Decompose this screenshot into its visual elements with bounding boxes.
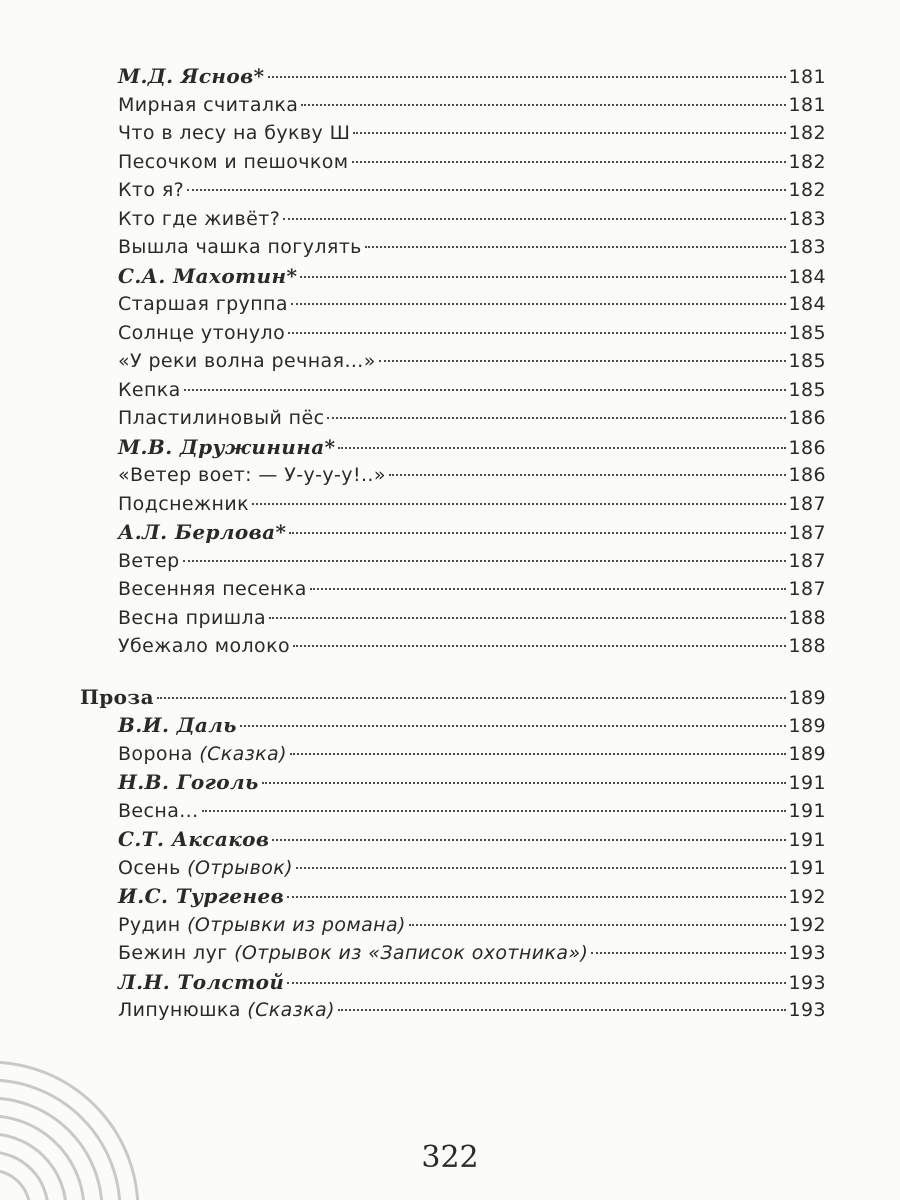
dot-leader: [591, 952, 785, 954]
toc-entry-row: [118, 119, 826, 148]
toc-entry-row: [118, 148, 826, 177]
dot-leader: [310, 588, 786, 590]
dot-leader: [293, 645, 786, 647]
dot-leader: [365, 246, 786, 248]
toc-entry-note: (Отрывок): [187, 856, 293, 879]
toc-entry-row: [118, 797, 826, 826]
toc-page-number: 191: [788, 856, 826, 879]
dot-leader: [262, 782, 786, 784]
toc-entry-title-text: Рудин: [118, 913, 181, 936]
toc-page-number: 181: [788, 66, 826, 88]
toc-entry-title-text: Ветер: [118, 549, 180, 572]
toc-entry-title: [118, 882, 284, 911]
dot-leader: [283, 218, 785, 220]
toc-entry-title: [118, 62, 265, 91]
toc-page-number: 185: [788, 321, 826, 344]
toc-entry-row: [118, 290, 826, 319]
toc-entry-title: [118, 854, 293, 883]
toc-page-number: 182: [788, 122, 826, 144]
toc-page-number: 181: [788, 93, 826, 116]
table-of-contents: [80, 62, 826, 1025]
toc-entry-row: [118, 575, 826, 604]
toc-entry-note: (Отрывок из «Записок охотника»): [234, 942, 589, 964]
dot-leader: [291, 303, 786, 305]
toc-entry-title-text: «Ветер воет: — У-у-у-у!..»: [118, 464, 386, 486]
toc-page-number: 191: [788, 829, 826, 851]
toc-entry-title: [118, 148, 349, 177]
toc-entry-note: (Сказка): [247, 999, 335, 1021]
toc-page-number: 184: [788, 293, 826, 315]
toc-page-number: 184: [788, 265, 826, 288]
toc-entry-title-text: Проза: [80, 684, 154, 709]
toc-entry-title: [118, 205, 280, 234]
toc-entry-title-text: Кепка: [118, 378, 181, 401]
toc-page-number: 193: [788, 971, 826, 994]
toc-page-number: 183: [788, 207, 826, 230]
toc-entry-title: [118, 711, 237, 740]
toc-entry-title-text: С.А. Махотин*: [118, 263, 298, 288]
dot-leader: [183, 560, 786, 562]
toc-author-row: [118, 433, 826, 462]
toc-entry-title-text: Липунюшка: [118, 999, 241, 1021]
toc-entry-title-text: Весна...: [118, 799, 199, 822]
toc-entry-title-text: Бежин луг: [118, 942, 228, 964]
toc-entry-row: [118, 319, 826, 348]
toc-author-row: [118, 518, 826, 547]
toc-entry-title-text: «У реки волна речная…»: [118, 350, 376, 372]
toc-entry-title: [118, 233, 362, 262]
toc-page-number: 183: [788, 236, 826, 258]
toc-page-number: 189: [788, 715, 826, 737]
toc-section-row: [80, 683, 826, 712]
toc-entry-row: [118, 490, 826, 519]
toc-author-row: [118, 882, 826, 911]
toc-entry-title: [118, 996, 335, 1025]
toc-entry-row: [118, 347, 826, 376]
dot-leader: [301, 104, 785, 106]
toc-entry-title: [118, 91, 298, 120]
toc-page-number: 193: [788, 942, 826, 964]
toc-page-number: 192: [788, 913, 826, 936]
dot-leader: [379, 360, 786, 362]
dot-leader: [352, 161, 786, 163]
dot-leader: [202, 810, 786, 812]
page-number: 322: [421, 1140, 479, 1175]
dot-leader: [187, 189, 785, 191]
toc-page-number: 189: [788, 742, 826, 765]
dot-leader: [296, 867, 786, 869]
toc-entry-title-text: Солнце утонуло: [118, 321, 286, 344]
toc-page-number: 187: [788, 578, 826, 600]
toc-author-row: [118, 262, 826, 291]
dot-leader: [338, 447, 785, 449]
toc-entry-title: [80, 683, 154, 712]
toc-entry-title: [118, 939, 588, 968]
toc-entry-row: [118, 740, 826, 769]
toc-page-number: 192: [788, 886, 826, 908]
toc-entry-row: [118, 939, 826, 968]
toc-entry-title: [118, 433, 335, 462]
toc-entry-title-text: Старшая группа: [118, 293, 288, 315]
toc-entry-title: [118, 911, 406, 940]
toc-page-number: 188: [788, 606, 826, 629]
toc-author-row: [118, 62, 826, 91]
toc-entry-title: [118, 797, 199, 826]
toc-entry-title-text: Весенняя песенка: [118, 578, 307, 600]
toc-entry-title-text: М.Д. Яснов*: [118, 64, 265, 88]
toc-entry-title-text: Весна пришла: [118, 606, 267, 629]
toc-author-row: [118, 768, 826, 797]
toc-page-number: 182: [788, 179, 826, 201]
dot-leader: [409, 924, 786, 926]
toc-entry-title-text: В.И. Даль: [118, 713, 237, 737]
toc-page-number: 187: [788, 492, 826, 515]
toc-page-number: 185: [788, 378, 826, 401]
toc-entry-title-text: Ворона: [118, 742, 193, 765]
dot-leader: [290, 753, 786, 755]
toc-page-number: 188: [788, 635, 826, 657]
dot-leader: [288, 332, 785, 334]
toc-entry-title-text: Мирная считалка: [118, 93, 299, 116]
toc-page-number: 186: [788, 407, 826, 429]
dot-leader: [268, 76, 786, 78]
toc-entry-title-text: С.Т. Аксаков: [118, 827, 270, 851]
toc-entry-note: (Сказка): [199, 742, 287, 765]
toc-entry-title: [118, 376, 181, 405]
toc-entry-row: [118, 632, 826, 661]
dot-leader: [287, 982, 785, 984]
toc-entry-title-text: Н.В. Гоголь: [118, 770, 259, 794]
toc-page-number: 189: [788, 686, 826, 709]
toc-page-number: 187: [788, 522, 826, 544]
toc-entry-title: [118, 347, 376, 376]
toc-entry-row: [118, 604, 826, 633]
toc-entry-row: [118, 854, 826, 883]
toc-page-number: 191: [788, 799, 826, 822]
toc-entry-title: [118, 768, 259, 797]
dot-leader: [338, 1009, 786, 1011]
dot-leader: [353, 132, 785, 134]
toc-entry-row: [118, 996, 826, 1025]
toc-entry-title: [118, 547, 180, 576]
toc-entry-row: [118, 911, 826, 940]
toc-entry-title: [118, 825, 269, 854]
toc-author-row: [118, 968, 826, 997]
toc-entry-title-text: Подснежник: [118, 492, 249, 515]
dot-leader: [184, 389, 786, 391]
dot-leader: [269, 617, 785, 619]
toc-entry-title: [118, 740, 287, 769]
dot-leader: [240, 725, 786, 727]
toc-entry-title: [118, 518, 286, 547]
toc-entry-title-text: М.В. Дружинина*: [118, 434, 336, 459]
toc-entry-title: [118, 632, 290, 661]
toc-entry-title: [118, 290, 288, 319]
toc-page-number: 185: [788, 350, 826, 372]
toc-entry-title: [118, 176, 184, 205]
toc-page-number: 186: [788, 436, 826, 459]
toc-entry-title-text: Л.Н. Толстой: [118, 969, 285, 994]
toc-entry-title-text: Кто я?: [118, 179, 185, 201]
dot-leader: [289, 532, 785, 534]
toc-entry-row: [118, 205, 826, 234]
toc-entry-row: [118, 233, 826, 262]
toc-entry-title-text: Осень: [118, 856, 181, 879]
dot-leader: [252, 503, 786, 505]
toc-entry-note: (Отрывки из романа): [187, 913, 406, 936]
toc-entry-title-text: Песочком и пешочком: [118, 150, 349, 173]
dot-leader: [389, 474, 786, 476]
toc-author-row: [118, 711, 826, 740]
toc-entry-title-text: Пластилиновый пёс: [118, 407, 325, 429]
dot-leader: [300, 276, 785, 278]
toc-entry-row: [118, 461, 826, 490]
dot-leader: [287, 896, 785, 898]
toc-entry-title-text: Кто где живёт?: [118, 207, 281, 230]
toc-entry-row: [118, 547, 826, 576]
toc-entry-title: [118, 319, 285, 348]
dot-leader: [272, 839, 785, 841]
dot-leader: [327, 417, 785, 419]
toc-entry-row: [118, 376, 826, 405]
toc-page-number: 186: [788, 464, 826, 486]
toc-entry-title: [118, 262, 297, 291]
toc-entry-row: [118, 404, 826, 433]
toc-author-row: [118, 825, 826, 854]
dot-leader: [157, 697, 786, 699]
toc-entry-title: [118, 119, 350, 148]
toc-entry-title-text: Убежало молоко: [118, 635, 290, 657]
toc-entry-title: [118, 404, 324, 433]
toc-entry-row: [118, 91, 826, 120]
toc-entry-title-text: Что в лесу на букву Ш: [118, 122, 351, 144]
toc-page-number: 182: [788, 150, 826, 173]
toc-entry-title-text: И.С. Тургенев: [118, 884, 285, 908]
toc-page-number: 191: [788, 772, 826, 794]
toc-entry-title: [118, 575, 307, 604]
toc-entry-title: [118, 461, 386, 490]
toc-page-number: 193: [788, 999, 826, 1021]
toc-entry-title-text: А.Л. Берлова*: [118, 520, 287, 544]
toc-entry-title: [118, 604, 266, 633]
toc-entry-title: [118, 968, 284, 997]
toc-entry-title-text: Вышла чашка погулять: [118, 236, 362, 258]
toc-entry-row: [118, 176, 826, 205]
toc-page-number: 187: [788, 549, 826, 572]
toc-entry-title: [118, 490, 249, 519]
